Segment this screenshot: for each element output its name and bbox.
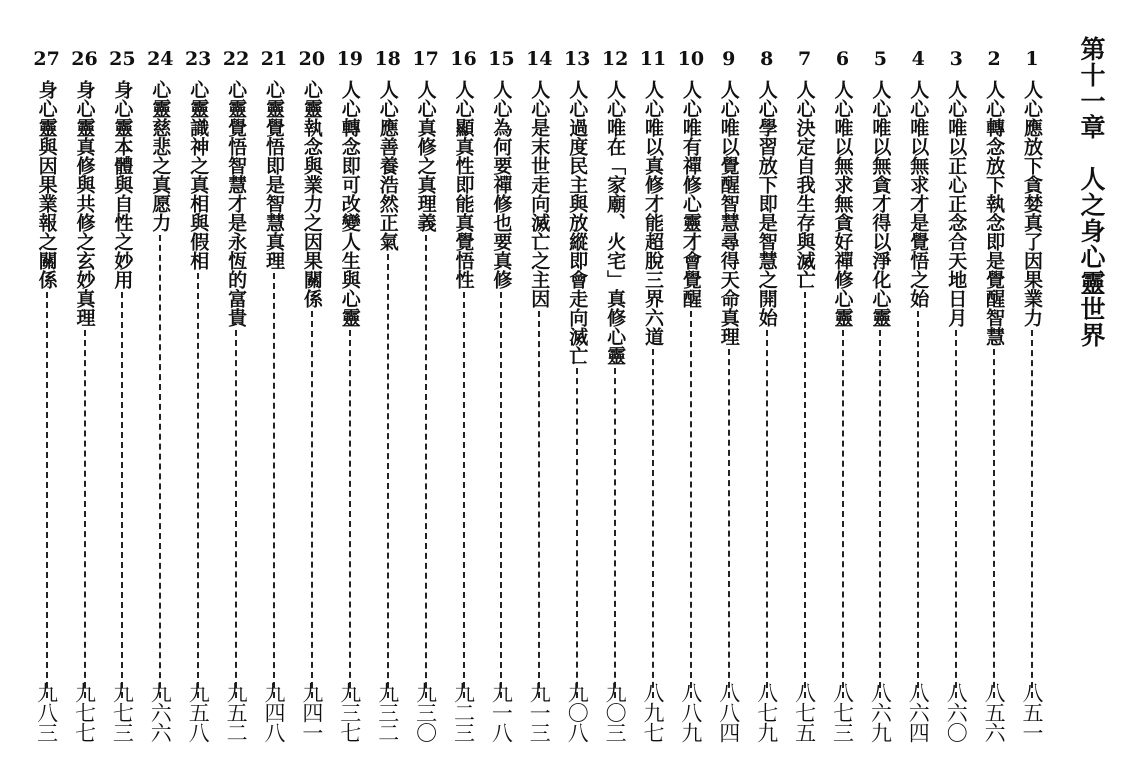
toc-entry (521, 46, 557, 766)
entry-title-row (559, 80, 595, 700)
entry-page-number: 八六九 (868, 682, 893, 742)
toc-entry (370, 46, 406, 766)
entry-title: 心靈慈悲之真愿力 (149, 80, 172, 232)
entry-title-row (142, 80, 178, 700)
dotted-leader (690, 311, 692, 698)
toc-entry (711, 46, 747, 766)
entry-title: 心靈覺悟即是智慧真理 (263, 80, 285, 270)
dotted-leader (84, 330, 86, 698)
dotted-leader (425, 235, 427, 698)
entry-title-row (673, 80, 709, 700)
entry-number: 23 (184, 48, 212, 70)
entry-number: 22 (222, 48, 250, 70)
entry-page-number: 八八九 (678, 682, 703, 742)
entry-number: 13 (563, 48, 591, 70)
entry-title: 人心是末世走向滅亡之主因 (528, 80, 551, 308)
entry-page-number: 九五八 (186, 682, 211, 742)
entry-number: 4 (911, 48, 925, 70)
toc-entry (218, 46, 254, 766)
entry-title: 人心為何要禪修也要真修 (490, 80, 513, 289)
entry-page-number: 八六四 (906, 682, 931, 742)
entry-title-row (597, 80, 633, 700)
entry-title-row (446, 80, 482, 700)
toc-entry (67, 46, 103, 766)
entry-title-row (408, 80, 444, 700)
toc-entry (597, 46, 633, 766)
dotted-leader (652, 349, 654, 698)
toc-entry (673, 46, 709, 766)
entry-number: 20 (298, 48, 326, 70)
entry-title-row (900, 80, 936, 700)
dotted-leader (614, 368, 616, 698)
entry-title-row (749, 80, 785, 700)
entry-title: 人心唯以真修才能超脫三界六道 (642, 80, 664, 346)
toc-entry (483, 46, 519, 766)
entry-title-row (256, 80, 292, 700)
entry-title-row (938, 80, 974, 700)
entry-page-number: 八七五 (792, 682, 817, 742)
dotted-leader (273, 273, 275, 698)
toc-entry (332, 46, 368, 766)
entry-title-row (483, 80, 519, 700)
entry-page-number: 九〇三 (603, 682, 628, 742)
entry-page-number: 九四八 (262, 682, 286, 742)
entry-page-number: 九三〇 (413, 682, 438, 742)
entry-number: 25 (109, 48, 136, 70)
entry-page-number: 九一三 (527, 682, 552, 742)
entry-number: 3 (949, 48, 963, 70)
entry-title-row (711, 80, 747, 700)
entry-title: 人心應放下貪婪真了因果業力 (1021, 80, 1043, 327)
entry-title-row (635, 80, 671, 700)
toc-entry (256, 46, 292, 766)
dotted-leader (842, 330, 844, 698)
entry-number: 10 (677, 48, 705, 70)
entry-page-number: 九三二 (375, 682, 400, 742)
entry-title-row (29, 80, 65, 700)
toc-entry (104, 46, 140, 766)
entry-number: 5 (873, 48, 887, 70)
dotted-leader (121, 292, 123, 698)
entry-title: 人心唯以無貪才得以淨化心靈 (869, 80, 892, 327)
entry-title: 人心決定自我生存與滅亡 (793, 80, 816, 289)
toc-entry (142, 46, 178, 766)
entry-title-row (218, 80, 254, 700)
entry-number: 18 (374, 48, 401, 70)
entry-title: 心靈覺悟智慧才是永恆的富貴 (225, 80, 248, 327)
entry-number: 16 (450, 48, 477, 70)
entry-title-row (370, 80, 406, 700)
entry-page-number: 九二三 (451, 682, 476, 742)
toc-entry (1014, 46, 1050, 766)
entry-page-number: 九五二 (224, 682, 249, 742)
entry-title: 人心學習放下即是智慧之開始 (755, 80, 778, 327)
entry-number: 21 (260, 48, 288, 70)
entry-title-row (1014, 80, 1050, 700)
toc-entry (900, 46, 936, 766)
toc-entry (787, 46, 823, 766)
entry-page-number: 九一八 (489, 682, 514, 742)
entry-title: 人心唯以正心正念合天地日月 (945, 80, 968, 327)
entry-title: 人心唯以無求才是覺悟之始 (907, 80, 930, 308)
toc-entry (862, 46, 898, 766)
entry-number: 14 (526, 48, 553, 70)
entry-title-row (976, 80, 1012, 700)
entry-title: 人心唯以無求無貪好禪修心靈 (831, 80, 854, 327)
toc-entry (294, 46, 330, 766)
entry-title: 人心顯真性即能真覺悟性 (452, 80, 475, 289)
entry-title: 人心轉念放下執念即是覺醒智慧 (983, 80, 1006, 346)
toc-entry (938, 46, 974, 766)
entry-title-row (787, 80, 823, 700)
entry-title: 心靈執念與業力之因果關係 (300, 80, 323, 308)
entry-number: 9 (722, 48, 736, 70)
entry-title: 身心靈本體與自性之妙用 (111, 80, 134, 289)
entry-title: 人心唯在「家廟、火宅」真修心靈 (604, 80, 627, 365)
entry-page-number: 九七三 (110, 682, 135, 742)
entry-page-number: 八八四 (716, 682, 741, 742)
dotted-leader (235, 330, 237, 698)
dotted-leader (576, 368, 578, 698)
dotted-leader (766, 330, 768, 698)
toc-entry (825, 46, 861, 766)
toc-entry (408, 46, 444, 766)
dotted-leader (197, 273, 199, 698)
dotted-leader (311, 311, 313, 698)
entry-page-number: 八七三 (830, 682, 855, 742)
entry-title: 人心唯以覺醒智慧尋得天命真理 (717, 80, 740, 346)
toc-entry (29, 46, 65, 766)
entry-number: 26 (71, 48, 98, 70)
entry-page-number: 八七九 (754, 682, 779, 742)
entry-title-row (862, 80, 898, 700)
toc-entry (559, 46, 595, 766)
dotted-leader (917, 311, 919, 698)
entry-page-number: 九三七 (337, 682, 362, 742)
entry-page-number: 九七七 (72, 682, 97, 742)
chapter-title: 第十一章 人之身心靈世界 (1077, 36, 1106, 348)
entry-title-row (180, 80, 216, 700)
entry-page-number: 九八三 (34, 682, 59, 742)
entry-title: 人心轉念即可改變人生與心靈 (338, 80, 361, 327)
dotted-leader (1031, 330, 1033, 698)
entry-page-number: 九六六 (148, 682, 173, 742)
dotted-leader (728, 349, 730, 698)
dotted-leader (387, 254, 389, 698)
entry-number: 7 (797, 48, 812, 70)
entry-number: 8 (760, 48, 774, 70)
dotted-leader (349, 330, 351, 698)
entry-title: 人心應善養浩然正氣 (376, 80, 399, 251)
entry-page-number: 九四一 (299, 682, 324, 742)
entry-title: 心靈識神之真相與假相 (187, 80, 210, 270)
entry-title-row (104, 80, 140, 700)
entry-number: 6 (835, 48, 850, 70)
entry-title: 人心唯有禪修心靈才會覺醒 (679, 80, 702, 308)
dotted-leader (804, 292, 806, 698)
entry-number: 15 (488, 48, 515, 70)
dotted-leader (463, 292, 465, 698)
entry-number: 17 (412, 48, 439, 70)
entry-page-number: 九〇八 (565, 682, 590, 742)
entry-page-number: 八五六 (982, 682, 1007, 742)
entry-page-number: 八九七 (641, 682, 665, 742)
entry-number: 2 (987, 48, 1001, 70)
toc-entry (635, 46, 671, 766)
dotted-leader (500, 292, 502, 698)
dotted-leader (993, 349, 995, 698)
toc-entry (976, 46, 1012, 766)
dotted-leader (879, 330, 881, 698)
entry-title: 身心靈真修與共修之玄妙真理 (73, 80, 96, 327)
entry-number: 12 (601, 48, 629, 70)
entry-title-row (67, 80, 103, 700)
entry-title-row (825, 80, 861, 700)
toc-entry (749, 46, 785, 766)
entry-title-row (294, 80, 330, 700)
dotted-leader (46, 292, 48, 698)
dotted-leader (955, 330, 957, 698)
entry-number: 19 (336, 48, 364, 70)
entry-title: 身心靈與因果業報之關係 (35, 80, 58, 289)
entry-title: 人心過度民主與放縱即會走向滅亡 (566, 80, 589, 365)
toc-entry (446, 46, 482, 766)
entry-number: 27 (33, 48, 60, 70)
entry-page-number: 八六〇 (944, 682, 969, 742)
entry-number: 11 (639, 48, 667, 70)
dotted-leader (538, 311, 540, 698)
toc-entry (180, 46, 216, 766)
entry-number: 1 (1025, 48, 1039, 70)
entry-title-row (521, 80, 557, 700)
dotted-leader (159, 235, 161, 698)
entry-page-number: 八五一 (1020, 682, 1044, 742)
entry-title: 人心真修之真理義 (414, 80, 437, 232)
entry-number: 24 (147, 48, 174, 70)
entry-title-row (332, 80, 368, 700)
